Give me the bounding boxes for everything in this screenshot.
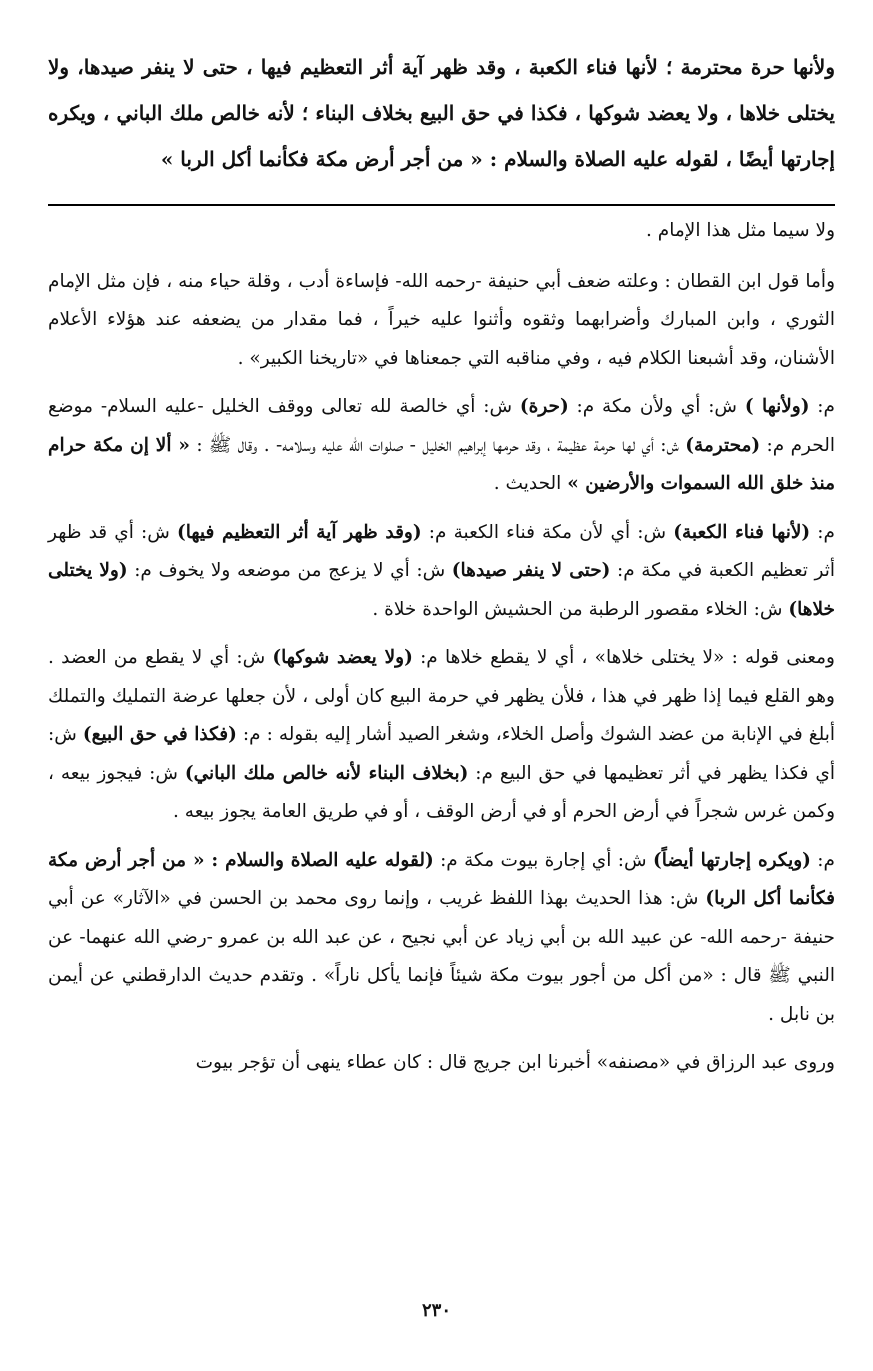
commentary-paragraph: وأما قول ابن القطان : وعلته ضعف أبي حنيفة -رحمه الله- فإساءة أدب ، وقلة حياء منه ، فإن مثل الإمام الثوري ، وابن المبارك وأضرابهما وثقوه وأثنوا عليه خيراً ، فما مقدار من يضعفه عند هؤلاء الأعلام الأشنان، وقد أشبعنا الكلام فيه ، وفي مناقبه التي جمعناها في «تاريخنا الكبير» . (48, 270, 835, 369)
text-run: ش: أي فكذا يظهر في أثر تعظيمها في حق البيع م: (48, 724, 835, 784)
commentary-paragraph (48, 388, 835, 504)
page-body (48, 44, 835, 1093)
bold-quote: (محترمة) (685, 434, 761, 456)
commentary-block (48, 212, 835, 1083)
text-run: ش: أي لا يقطع من العضد . وهو القلع فيما إذا ظهر في هذا ، فلأن يظهر في حرمة البيع كان أولى ، لأن جعلها عرضة التمليك والتملك أبلغ في الإنابة من عضد الشوك وأصل الخلاء، وشغر الصيد أشار إليه بقوله : م: (48, 647, 836, 745)
text-run: ومعنى قوله : «لا يختلى خلاها» ، أي لا يقطع خلاها م: (412, 647, 835, 668)
bold-quote: (بخلاف البناء لأنه خالص ملك الباني) (184, 762, 469, 784)
text-run: ش: الخلاء مقصور الرطبة من الحشيش الواحدة خلاة . (372, 598, 789, 620)
bold-quote: (ولا يعضد شوكها) (272, 647, 413, 668)
bold-quote: (ولأنها ) (744, 396, 810, 417)
text-run: الحديث . (493, 473, 568, 494)
commentary-paragraph (48, 514, 835, 630)
bold-quote: (فكذا في حق البيع) (82, 724, 237, 745)
text-run: ش: فيجوز بيعه ، وكمن غرس شجراً في أرض الحرم أو في أرض الوقف ، أو في طريق العامة يجوز بيعه . (48, 762, 835, 822)
text-run: ش: أي لا يزعج من موضعه ولا يخوف م: (127, 560, 452, 581)
text-run: م: (809, 396, 835, 417)
separator-rule (48, 204, 835, 206)
text-run: ش: أي خالصة لله تعالى ووقف الخليل -عليه السلام- موضع الحرم م: (48, 396, 835, 456)
text-run: ش: أي لها حرمة عظيمة ، وقد حرمها إبراهيم الخليل - صلوات الله عليه وسلامه- . وقال ﷺ : (189, 434, 686, 456)
text-run: م: (810, 521, 835, 543)
text-run: ش: أي ولأن مكة م: (568, 396, 745, 417)
text-run: ش: أي لأن مكة فناء الكعبة م: (421, 521, 674, 543)
text-run: ش: هذا الحديث بهذا اللفظ غريب ، وإنما روى محمد بن الحسن في «الآثار» عن أبي حنيفة -رحمه الله- عن عبيد الله بن أبي زياد عن أبي نجيح ، عن عبد الله بن عمرو -رضي الله عنهما- عن النبي ﷺ قال : «من أكل من أجور بيوت مكة شيئاً فإنما يأكل ناراً» . وتقدم حديث الدارقطني عن أيمن بن نابل . (48, 888, 835, 1025)
bold-quote: (لقوله عليه الصلاة والسلام : « من أجر أرض مكة فكأنما أكل الربا) (48, 849, 835, 909)
main-text-block (48, 44, 835, 182)
bold-quote: (وقد ظهر آية أثر التعظيم فيها) (177, 521, 422, 543)
commentary-paragraph: وروى عبد الرزاق في «مصنفه» أخبرنا ابن جريج قال : كان عطاء ينهى أن تؤجر بيوت (195, 1052, 835, 1073)
bold-quote: (ولا يختلى خلاها) (48, 560, 835, 620)
commentary-paragraph: ولا سيما مثل هذا الإمام . (646, 220, 835, 241)
main-text: ولأنها حرة محترمة ؛ لأنها فناء الكعبة ، وقد ظهر آية أثر التعظيم فيها ، حتى لا ينفر صيدها، ولا يختلى خلاها ، ولا يعضد شوكها ، فكذا في حق البيع بخلاف البناء ؛ لأنه خالص ملك الباني ، ويكره إجارتها أيضًا ، لقوله عليه الصلاة والسلام : « من أجر أرض مكة فكأنما أكل الربا » (48, 55, 835, 171)
text-run: ش: أي إجارة بيوت مكة م: (433, 849, 653, 871)
bold-quote: (ويكره إجارتها أيضاً) (652, 849, 811, 871)
bold-quote: (حتى لا ينفر صيدها) (451, 560, 611, 581)
bold-quote: « ألا إن مكة حرام منذ خلق الله السموات والأرضين » (48, 434, 835, 494)
commentary-paragraph (48, 842, 835, 1035)
page-number: ٢٣٠ (421, 1300, 451, 1321)
text-run: م: (810, 849, 835, 871)
bold-quote: (حرة) (519, 396, 569, 417)
bold-quote: (لأنها فناء الكعبة) (673, 521, 811, 543)
commentary-paragraph (48, 639, 835, 832)
text-run: ش: أي قد ظهر أثر تعظيم الكعبة في مكة م: (48, 521, 835, 581)
